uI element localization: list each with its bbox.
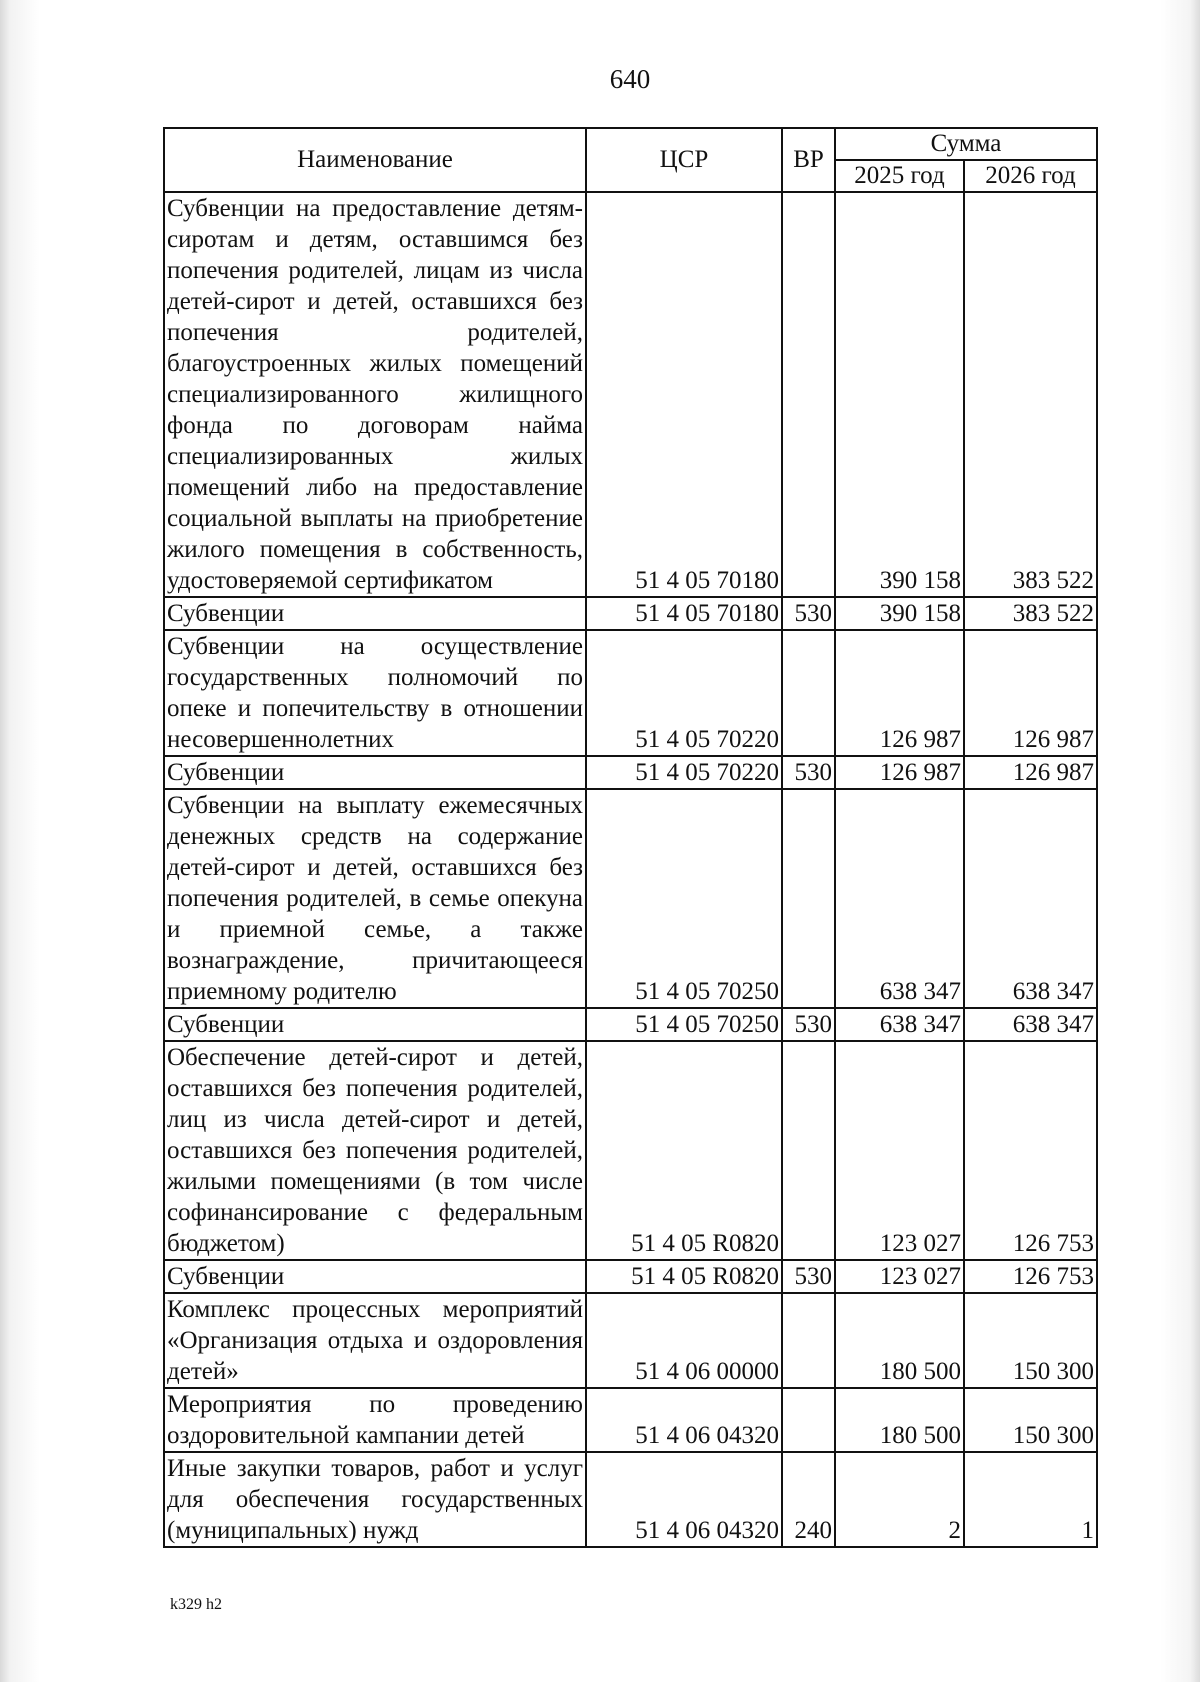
table-row xyxy=(164,1293,1097,1388)
row-sum-2026: 383 522 xyxy=(964,597,1097,630)
header-csr: ЦСР xyxy=(586,128,782,192)
row-csr: 51 4 06 00000 xyxy=(586,1293,782,1388)
row-name: Субвенции на осуществление государственных полномочий по опеке и попечительству в отношении несовершеннолетних xyxy=(164,630,586,756)
row-name: Субвенции xyxy=(164,597,586,630)
row-name: Мероприятия по проведению оздоровительной кампании детей xyxy=(164,1388,586,1452)
row-sum-2026: 1 xyxy=(964,1452,1097,1547)
row-csr: 51 4 05 70180 xyxy=(586,597,782,630)
row-csr: 51 4 05 70220 xyxy=(586,756,782,789)
row-sum-2025: 638 347 xyxy=(835,789,964,1008)
row-vr xyxy=(782,630,835,756)
row-name: Субвенции xyxy=(164,1260,586,1293)
row-sum-2026: 126 987 xyxy=(964,756,1097,789)
row-vr xyxy=(782,789,835,1008)
table-row xyxy=(164,1388,1097,1452)
table-body xyxy=(164,192,1097,1547)
header-sum: Сумма xyxy=(835,128,1097,160)
row-sum-2025: 2 xyxy=(835,1452,964,1547)
row-sum-2025: 180 500 xyxy=(835,1388,964,1452)
row-sum-2025: 126 987 xyxy=(835,630,964,756)
row-sum-2026: 383 522 xyxy=(964,192,1097,597)
table-row xyxy=(164,630,1097,756)
header-year-2026: 2026 год xyxy=(964,160,1097,192)
page-number: 640 xyxy=(609,64,651,94)
row-vr xyxy=(782,1293,835,1388)
table-row xyxy=(164,192,1097,597)
row-csr: 51 4 05 R0820 xyxy=(586,1260,782,1293)
row-sum-2026: 150 300 xyxy=(964,1388,1097,1452)
row-sum-2025: 180 500 xyxy=(835,1293,964,1388)
row-sum-2025: 126 987 xyxy=(835,756,964,789)
row-csr: 51 4 05 70180 xyxy=(586,192,782,597)
table-row xyxy=(164,1041,1097,1260)
row-csr: 51 4 05 70250 xyxy=(586,1008,782,1041)
scan-shadow-right xyxy=(1160,0,1200,1682)
row-vr: 530 xyxy=(782,597,835,630)
row-sum-2025: 123 027 xyxy=(835,1260,964,1293)
row-name: Субвенции xyxy=(164,1008,586,1041)
table-row xyxy=(164,597,1097,630)
document-code: k329 h2 xyxy=(170,1596,222,1613)
header-name: Наименование xyxy=(164,128,586,192)
row-name: Обеспечение детей-сирот и детей, оставшихся без попечения родителей, лиц из числа детей-сирот и детей, оставшихся без попечения родителей, жилыми помещениями (в том числе софинансирование с федеральным бюджетом) xyxy=(164,1041,586,1260)
row-sum-2026: 126 753 xyxy=(964,1260,1097,1293)
row-vr: 530 xyxy=(782,1008,835,1041)
row-sum-2026: 126 987 xyxy=(964,630,1097,756)
row-name: Субвенции на выплату ежемесячных денежных средств на содержание детей-сирот и детей, оставшихся без попечения родителей, в семье опекуна и приемной семье, а также вознаграждение, причитающееся приемному родителю xyxy=(164,789,586,1008)
table-row xyxy=(164,1452,1097,1547)
table-row xyxy=(164,1008,1097,1041)
row-name: Иные закупки товаров, работ и услуг для обеспечения государственных (муниципальных) нужд xyxy=(164,1452,586,1547)
row-vr xyxy=(782,1388,835,1452)
row-name: Комплекс процессных мероприятий «Организация отдыха и оздоровления детей» xyxy=(164,1293,586,1388)
row-vr xyxy=(782,192,835,597)
scan-shadow-left xyxy=(0,0,40,1682)
table-row xyxy=(164,756,1097,789)
row-vr: 240 xyxy=(782,1452,835,1547)
row-sum-2026: 126 753 xyxy=(964,1041,1097,1260)
table-row xyxy=(164,1260,1097,1293)
row-vr: 530 xyxy=(782,756,835,789)
row-csr: 51 4 05 70250 xyxy=(586,789,782,1008)
row-name: Субвенции на предоставление детям-сиротам и детям, оставшимся без попечения родителей, лицам из числа детей-сирот и детей, оставшихся без попечения родителей, благоустроенных жилых помещений специализированного жилищного фонда по договорам найма специализированных жилых помещений либо на предоставление социальной выплаты на приобретение жилого помещения в собственность, удостоверяемой сертификатом xyxy=(164,192,586,597)
row-name: Субвенции xyxy=(164,756,586,789)
row-csr: 51 4 05 R0820 xyxy=(586,1041,782,1260)
row-sum-2025: 390 158 xyxy=(835,192,964,597)
row-vr xyxy=(782,1041,835,1260)
row-sum-2026: 638 347 xyxy=(964,1008,1097,1041)
header-vr: ВР xyxy=(782,128,835,192)
row-csr: 51 4 05 70220 xyxy=(586,630,782,756)
row-sum-2025: 638 347 xyxy=(835,1008,964,1041)
row-sum-2025: 390 158 xyxy=(835,597,964,630)
budget-table xyxy=(163,127,1098,1548)
table-row xyxy=(164,789,1097,1008)
table-header xyxy=(164,128,1097,192)
row-csr: 51 4 06 04320 xyxy=(586,1452,782,1547)
row-sum-2025: 123 027 xyxy=(835,1041,964,1260)
row-csr: 51 4 06 04320 xyxy=(586,1388,782,1452)
row-vr: 530 xyxy=(782,1260,835,1293)
row-sum-2026: 150 300 xyxy=(964,1293,1097,1388)
row-sum-2026: 638 347 xyxy=(964,789,1097,1008)
header-year-2025: 2025 год xyxy=(835,160,964,192)
